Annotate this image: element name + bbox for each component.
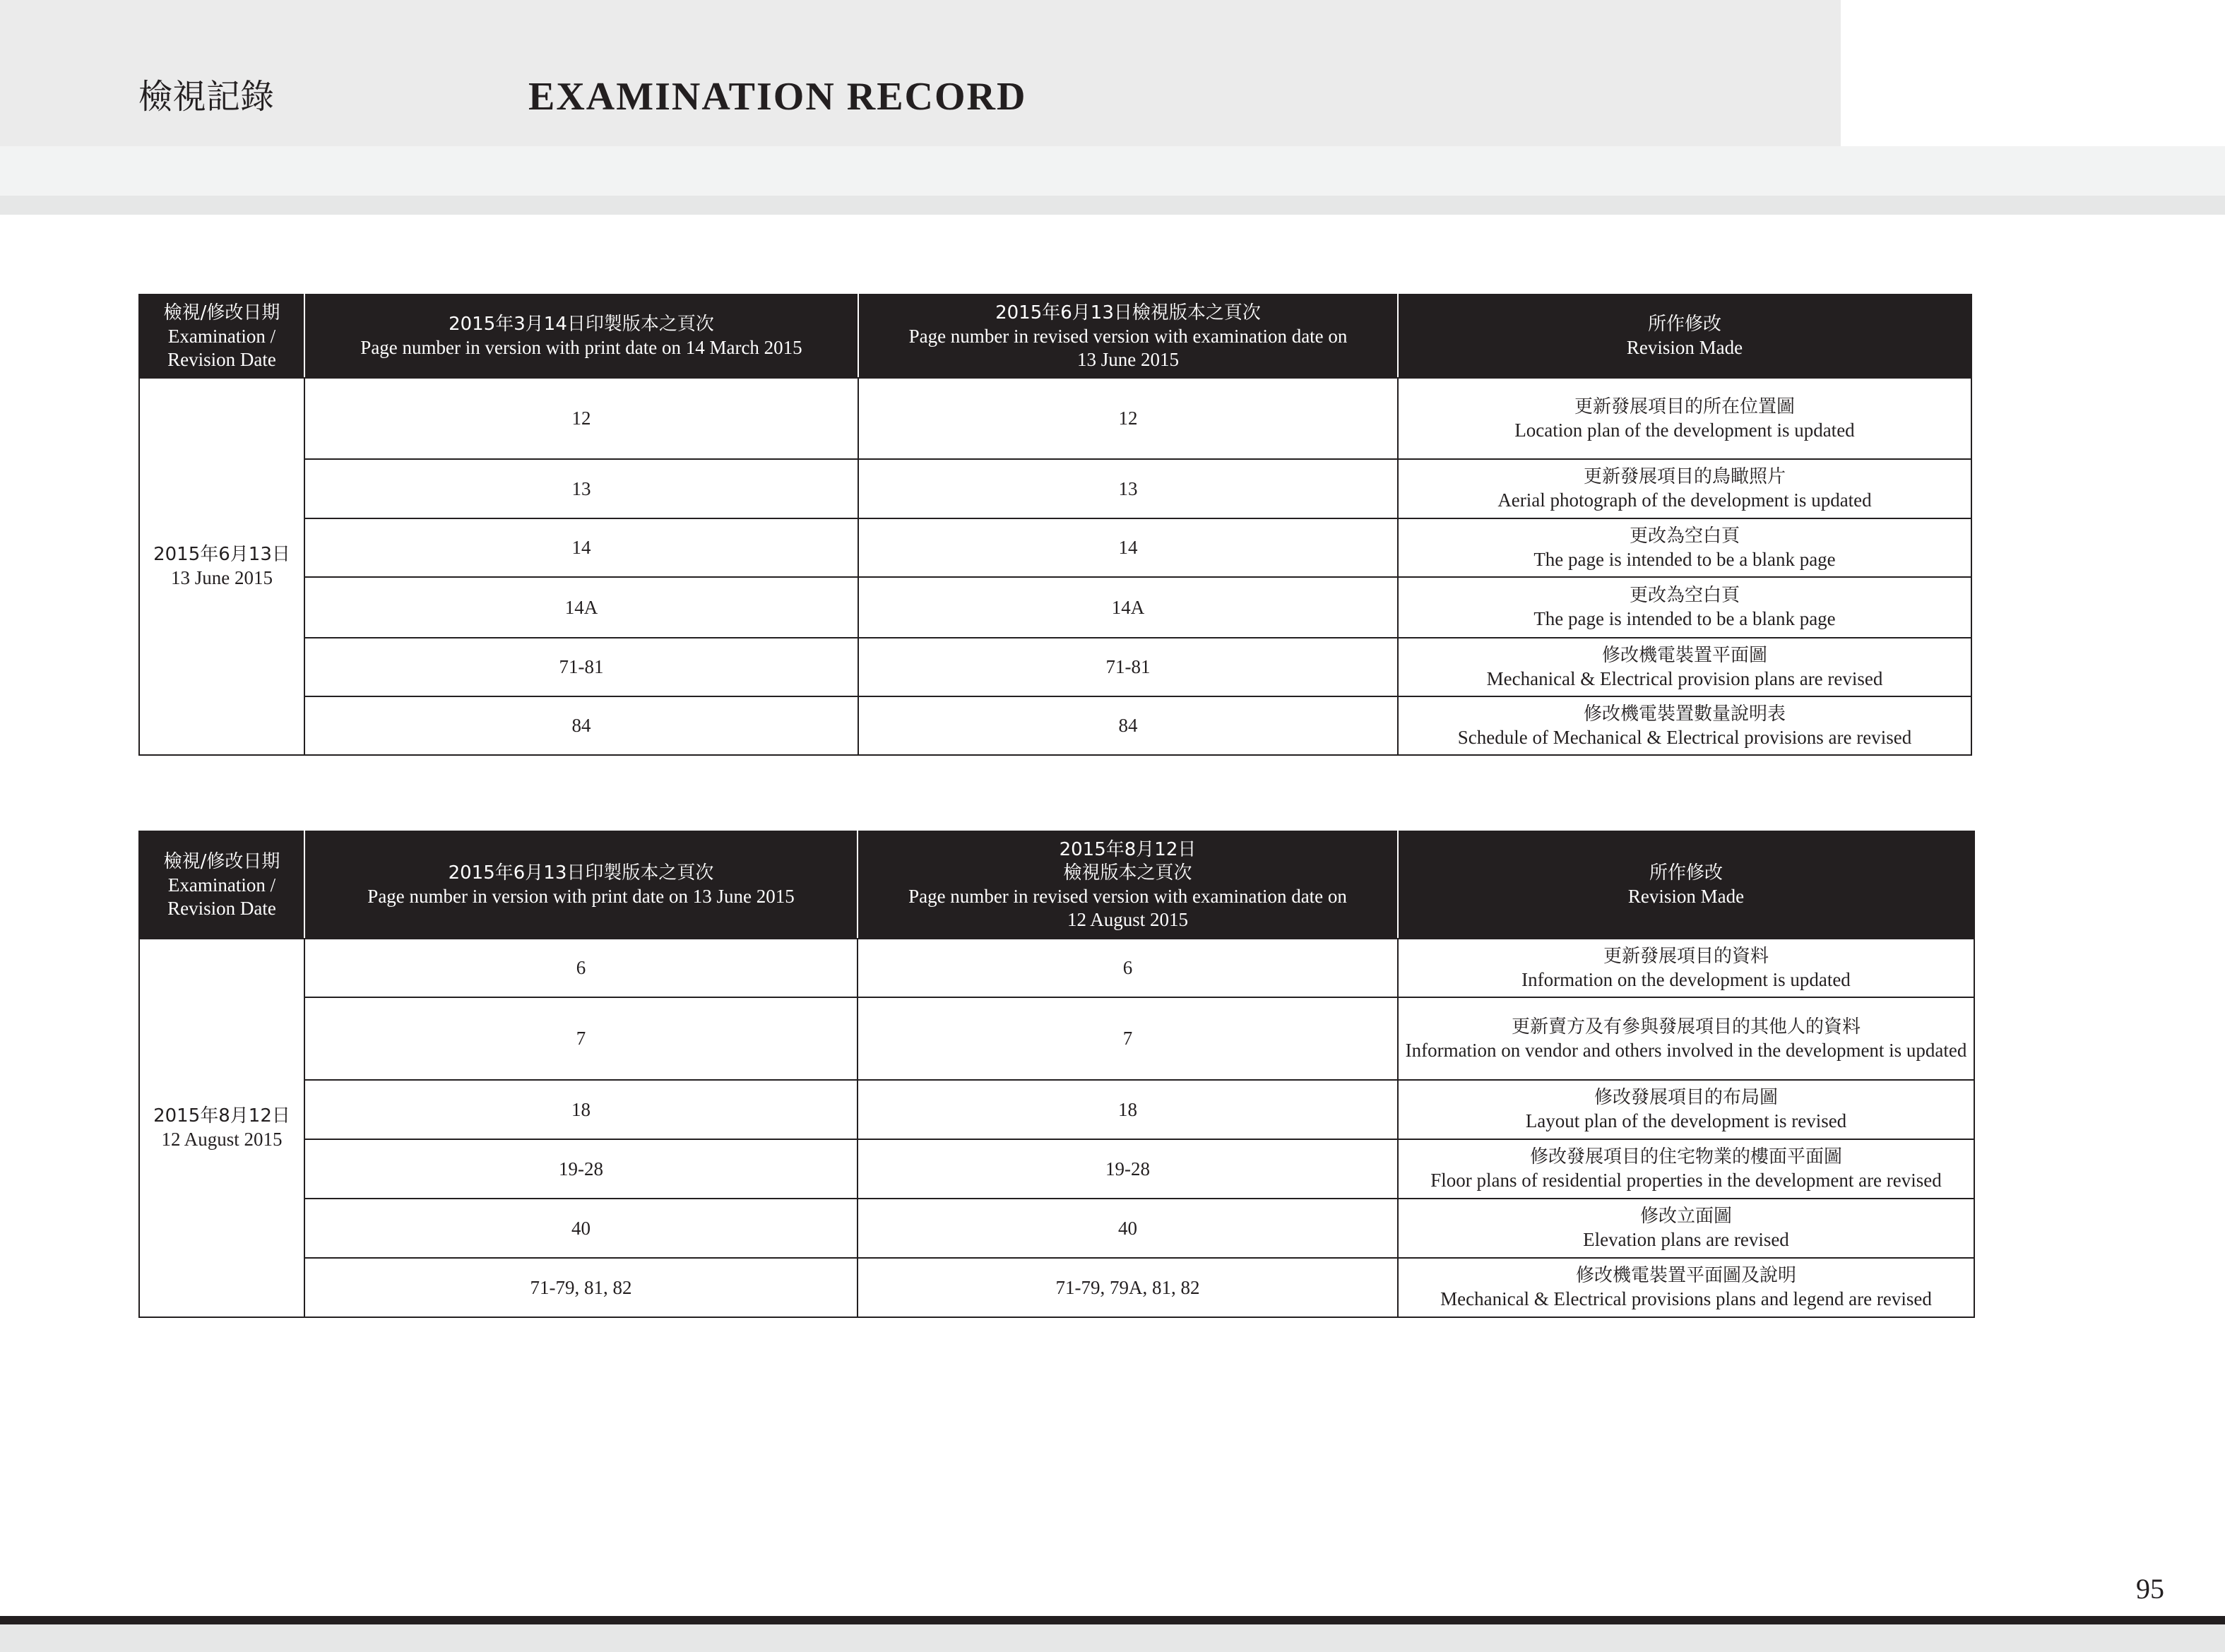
header-revision: 所作修改 Revision Made	[1398, 295, 1971, 378]
revision-table-june-2015	[138, 294, 1972, 756]
revision-cell: 修改機電裝置平面圖 Mechanical & Electrical provision plans are revised	[1398, 638, 1971, 696]
table-row	[139, 696, 1971, 755]
revision-cell: 更新發展項目的鳥瞰照片 Aerial photograph of the development is updated	[1398, 459, 1971, 518]
revision-cell: 修改機電裝置數量說明表 Schedule of Mechanical & Electrical provisions are revised	[1398, 696, 1971, 755]
header-old-page: 2015年3月14日印製版本之頁次 Page number in version with print date on 14 March 2015	[304, 295, 858, 378]
new-page-cell: 7	[858, 997, 1398, 1080]
old-page-cell: 84	[304, 696, 858, 755]
table-row	[139, 997, 1974, 1080]
revision-date-cell: 2015年6月13日 13 June 2015	[139, 378, 304, 755]
table-row	[139, 577, 1971, 638]
new-page-cell: 6	[858, 939, 1398, 997]
table-row	[139, 638, 1971, 696]
old-page-cell: 71-79, 81, 82	[304, 1258, 858, 1317]
old-page-cell: 14A	[304, 577, 858, 638]
new-page-cell: 19-28	[858, 1139, 1398, 1199]
old-page-cell: 7	[304, 997, 858, 1080]
footer-band	[0, 1624, 2225, 1652]
revision-cell: 修改立面圖 Elevation plans are revised	[1398, 1199, 1974, 1258]
table-header-row	[139, 831, 1974, 939]
header-date: 檢視/修改日期 Examination / Revision Date	[139, 831, 304, 939]
revision-cell: 更改為空白頁 The page is intended to be a blank page	[1398, 577, 1971, 638]
revision-cell: 更改為空白頁 The page is intended to be a blank page	[1398, 518, 1971, 577]
header-old-page: 2015年6月13日印製版本之頁次 Page number in version with print date on 13 June 2015	[304, 831, 858, 939]
table-row	[139, 459, 1971, 518]
revision-cell: 修改發展項目的布局圖 Layout plan of the development is revised	[1398, 1080, 1974, 1139]
new-page-cell: 18	[858, 1080, 1398, 1139]
table-row	[139, 518, 1971, 577]
page-number: 95	[2136, 1573, 2164, 1605]
header-new-page: 2015年6月13日檢視版本之頁次 Page number in revised version with examination date on 13 June 2015	[858, 295, 1398, 378]
table-header-row	[139, 295, 1971, 378]
revision-table-august-2015	[138, 831, 1975, 1318]
old-page-cell: 40	[304, 1199, 858, 1258]
revision-cell: 更新發展項目的所在位置圖 Location plan of the development is updated	[1398, 378, 1971, 459]
new-page-cell: 14A	[858, 577, 1398, 638]
header-new-page: 2015年8月12日 檢視版本之頁次 Page number in revised version with examination date on 12 August 2015	[858, 831, 1398, 939]
old-page-cell: 12	[304, 378, 858, 459]
page-title-chinese: 檢視記錄	[138, 77, 275, 117]
new-page-cell: 14	[858, 518, 1398, 577]
old-page-cell: 18	[304, 1080, 858, 1139]
revision-date-cell: 2015年8月12日 12 August 2015	[139, 939, 304, 1317]
old-page-cell: 6	[304, 939, 858, 997]
revision-cell: 修改機電裝置平面圖及說明 Mechanical & Electrical provisions plans and legend are revised	[1398, 1258, 1974, 1317]
old-page-cell: 19-28	[304, 1139, 858, 1199]
header-date: 檢視/修改日期 Examination / Revision Date	[139, 295, 304, 378]
table-row	[139, 1258, 1974, 1317]
table-row	[139, 1139, 1974, 1199]
new-page-cell: 40	[858, 1199, 1398, 1258]
table-row	[139, 1199, 1974, 1258]
new-page-cell: 71-79, 79A, 81, 82	[858, 1258, 1398, 1317]
new-page-cell: 13	[858, 459, 1398, 518]
revision-cell: 更新賣方及有參與發展項目的其他人的資料 Information on vendor and others involved in the development is updated	[1398, 997, 1974, 1080]
table-row	[139, 939, 1974, 997]
header-divider	[0, 196, 2225, 215]
old-page-cell: 13	[304, 459, 858, 518]
header-revision: 所作修改 Revision Made	[1398, 831, 1974, 939]
old-page-cell: 14	[304, 518, 858, 577]
revision-cell: 更新發展項目的資料 Information on the development is updated	[1398, 939, 1974, 997]
header-strip	[0, 146, 2225, 196]
table-row	[139, 378, 1971, 459]
old-page-cell: 71-81	[304, 638, 858, 696]
footer-rule	[0, 1616, 2225, 1624]
table-row	[139, 1080, 1974, 1139]
new-page-cell: 71-81	[858, 638, 1398, 696]
revision-cell: 修改發展項目的住宅物業的樓面平面圖 Floor plans of residential properties in the development are revised	[1398, 1139, 1974, 1199]
new-page-cell: 12	[858, 378, 1398, 459]
page-title-english: EXAMINATION RECORD	[528, 75, 1027, 119]
new-page-cell: 84	[858, 696, 1398, 755]
